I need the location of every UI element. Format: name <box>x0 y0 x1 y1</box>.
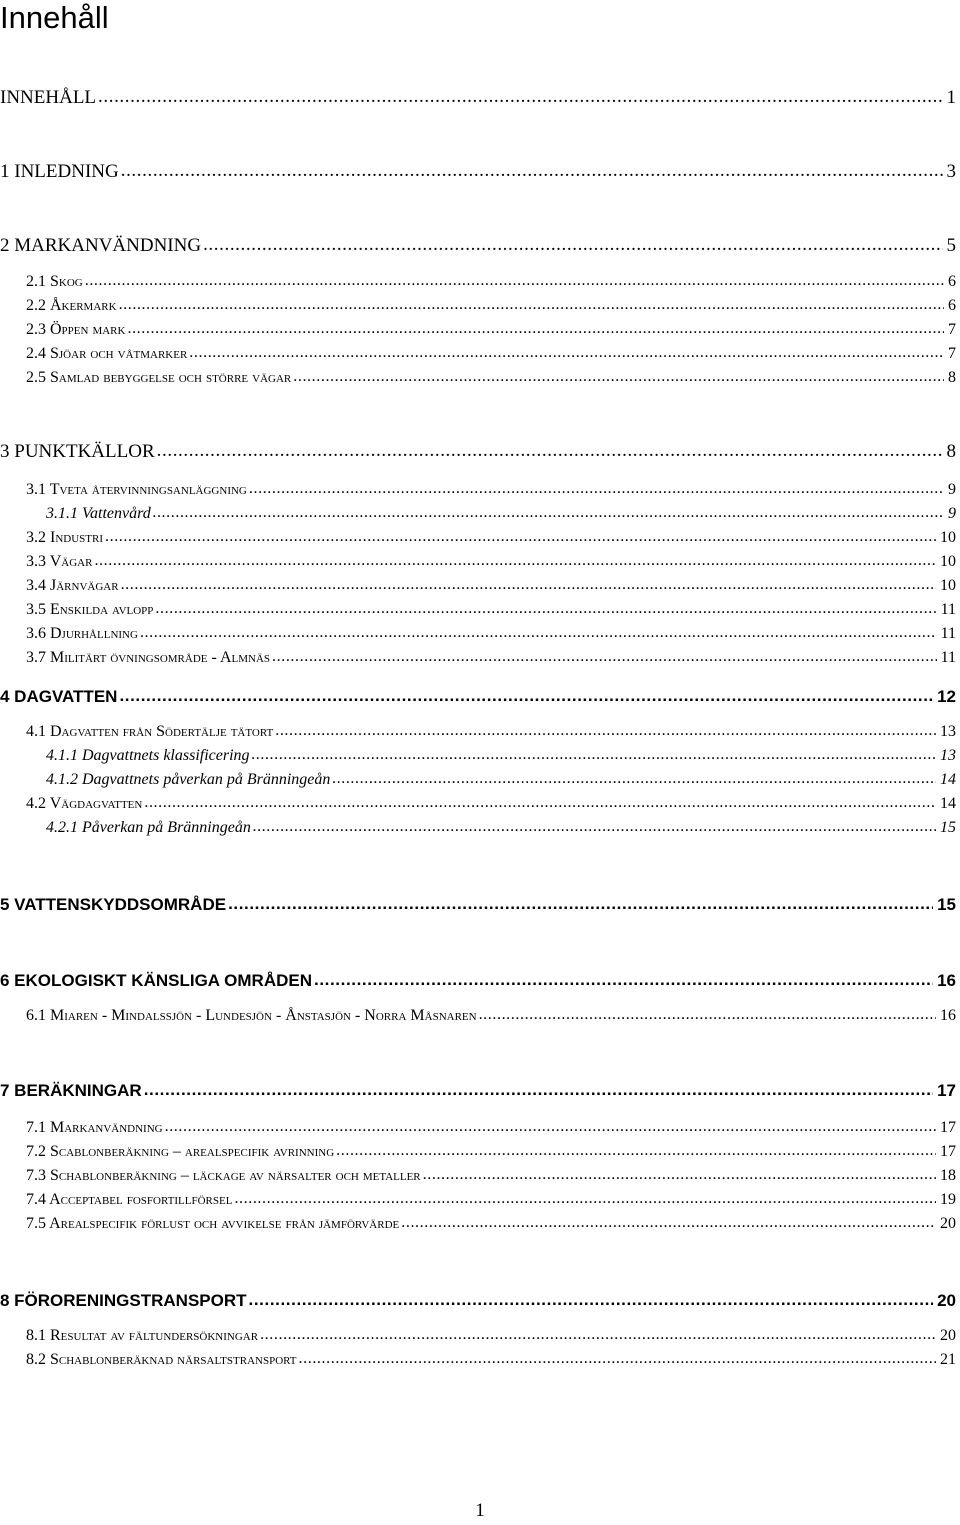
toc-leader <box>121 577 936 593</box>
toc-label: 4.1.1 Dagvattnets klassificering <box>46 747 250 764</box>
toc-leader <box>94 553 936 569</box>
toc-label: 3.1 Tveta återvinningsanläggning <box>26 481 247 498</box>
toc-label: 8 FÖRORENINGSTRANSPORT <box>0 1291 247 1310</box>
toc-entry-vattenskyddsomrade[interactable] <box>0 896 956 913</box>
toc-leader <box>144 795 936 811</box>
toc-entry-4-1[interactable] <box>26 724 956 740</box>
toc-page: 19 <box>940 1191 956 1208</box>
toc-leader <box>144 1081 933 1098</box>
toc-leader <box>119 687 933 704</box>
toc-entry-8-1[interactable] <box>26 1328 956 1344</box>
toc-entry-dagvatten[interactable] <box>0 688 956 705</box>
toc-page: 15 <box>940 819 956 836</box>
toc-label: 4.1 Dagvatten från Södertälje tätort <box>26 723 274 740</box>
toc-label: 3.1.1 Vattenvård <box>46 505 151 522</box>
toc-entry-2-4[interactable] <box>26 346 956 362</box>
toc-entry-fororeningstransport[interactable] <box>0 1292 956 1309</box>
toc-page: 5 <box>946 235 956 256</box>
toc-entry-4-2[interactable] <box>26 796 956 812</box>
toc-entry-ekologiskt[interactable] <box>0 972 956 989</box>
toc-label: 2.4 Sjöar och våtmarker <box>26 345 188 362</box>
toc-label: 3.7 Militärt övningsområde - Almnäs <box>26 649 271 666</box>
toc-entry-punktkallor[interactable] <box>0 442 956 461</box>
toc-leader <box>252 747 936 763</box>
toc-label: 2.5 Samlad bebyggelse och större vägar <box>26 369 292 386</box>
toc-leader <box>314 971 933 988</box>
toc-label: 2 MARKANVÄNDNING <box>0 235 202 256</box>
toc-label: 7.1 Markanvändning <box>26 1119 163 1136</box>
toc-entry-3-6[interactable] <box>26 626 956 642</box>
toc-page: 13 <box>940 723 956 740</box>
toc-leader <box>260 1327 936 1343</box>
toc-label: 4.2 Vägdagvatten <box>26 795 143 812</box>
toc-leader <box>401 1215 936 1231</box>
toc-entry-2-3[interactable] <box>26 322 956 338</box>
toc-entry-8-2[interactable] <box>26 1352 956 1368</box>
toc-label: 3.4 Järnvägar <box>26 577 119 594</box>
toc-label: 4 DAGVATTEN <box>0 687 118 706</box>
toc-leader <box>253 819 936 835</box>
toc-entry-inledning[interactable] <box>0 162 956 181</box>
toc-leader <box>105 529 936 545</box>
toc-entry-7-4[interactable] <box>26 1192 956 1208</box>
toc-page: 18 <box>940 1167 956 1184</box>
toc-label: 3.3 Vägar <box>26 553 93 570</box>
toc-label: 3.6 Djurhållning <box>26 625 138 642</box>
toc-leader <box>121 161 943 180</box>
toc-page: 11 <box>940 601 956 618</box>
toc-page: 3 <box>946 161 956 182</box>
toc-label: 8.1 Resultat av fältundersökningar <box>26 1327 259 1344</box>
toc-leader <box>479 1007 936 1023</box>
toc-page: 9 <box>948 481 956 498</box>
toc-page: 11 <box>940 625 956 642</box>
toc-page: 16 <box>937 971 956 990</box>
toc-entry-3-1-1[interactable] <box>46 506 956 522</box>
toc-entry-3-3[interactable] <box>26 554 956 570</box>
toc-label: 1 INLEDNING <box>0 161 119 182</box>
toc-leader <box>85 273 944 289</box>
toc-leader <box>272 649 937 665</box>
toc-leader <box>203 235 942 254</box>
toc-label: 2.1 Skog <box>26 273 83 290</box>
toc-page: 17 <box>940 1143 956 1160</box>
toc-label: 7.3 Schablonberäkning – läckage av närsalter och metaller <box>26 1167 421 1184</box>
toc-page: 17 <box>940 1119 956 1136</box>
toc-leader <box>293 369 944 385</box>
toc-page: 14 <box>940 771 956 788</box>
toc-leader <box>249 481 944 497</box>
toc-leader <box>119 297 944 313</box>
toc-label: 2.3 Öppen mark <box>26 321 126 338</box>
toc-leader <box>332 771 936 787</box>
toc-page: 8 <box>948 369 956 386</box>
toc-leader <box>336 1143 936 1159</box>
toc-entry-7-3[interactable] <box>26 1168 956 1184</box>
toc-entry-7-1[interactable] <box>26 1120 956 1136</box>
toc-leader <box>423 1167 936 1183</box>
toc-entry-7-5[interactable] <box>26 1216 956 1232</box>
toc-label: 3.2 Industri <box>26 529 103 546</box>
toc-entry-7-2[interactable] <box>26 1144 956 1160</box>
toc-page: 6 <box>948 273 956 290</box>
toc-label: 3 PUNKTKÄLLOR <box>0 441 155 462</box>
toc-page: 20 <box>940 1215 956 1232</box>
toc-page: 10 <box>940 577 956 594</box>
toc-entry-4-1-1[interactable] <box>46 748 956 764</box>
toc-entry-2-1[interactable] <box>26 274 956 290</box>
toc-label: 7 BERÄKNINGAR <box>0 1081 142 1100</box>
toc-leader <box>234 1191 936 1207</box>
toc-page: 8 <box>946 441 956 462</box>
toc-label: 4.2.1 Påverkan på Bränningeån <box>46 819 251 836</box>
toc-entry-3-4[interactable] <box>26 578 956 594</box>
toc-page: 20 <box>937 1291 956 1310</box>
toc-page: 7 <box>948 345 956 362</box>
toc-entry-3-5[interactable] <box>26 602 956 618</box>
toc-leader <box>127 321 944 337</box>
toc-page: 16 <box>940 1007 956 1024</box>
toc-entry-berakningar[interactable] <box>0 1082 956 1099</box>
toc-entry-3-1[interactable] <box>26 482 956 498</box>
toc-page: 10 <box>940 529 956 546</box>
toc-page: 10 <box>940 553 956 570</box>
toc-entry-3-2[interactable] <box>26 530 956 546</box>
toc-page: 9 <box>948 505 956 522</box>
toc-leader <box>155 601 936 617</box>
toc-label: 2.2 Åkermark <box>26 297 117 314</box>
page-heading: Innehåll <box>0 0 109 35</box>
toc-page: 21 <box>940 1351 956 1368</box>
toc-leader <box>165 1119 936 1135</box>
toc-page: 15 <box>937 895 956 914</box>
toc-page: 1 <box>946 87 956 108</box>
toc-label: 4.1.2 Dagvattnets påverkan på Bränningeån <box>46 771 331 788</box>
toc-leader <box>98 87 942 106</box>
toc-page: 6 <box>948 297 956 314</box>
toc-page: 14 <box>940 795 956 812</box>
toc-entry-4-2-1[interactable] <box>46 820 956 836</box>
toc-label: 8.2 Schablonberäknad närsaltstransport <box>26 1351 297 1368</box>
toc-entry-2-2[interactable] <box>26 298 956 314</box>
toc-leader <box>228 895 933 912</box>
toc-page: 20 <box>940 1327 956 1344</box>
toc-leader <box>275 723 936 739</box>
toc-page: 12 <box>937 687 956 706</box>
toc-label: 6.1 Miaren - Mindalssjön - Lundesjön - Ånstasjön - Norra Måsnaren <box>26 1007 477 1024</box>
toc-leader <box>157 441 943 460</box>
toc-page: 11 <box>940 649 956 666</box>
toc-leader <box>299 1351 936 1367</box>
page-number: 1 <box>475 1500 485 1521</box>
toc-label: 7.2 Scablonberäkning – arealspecifik avrinning <box>26 1143 335 1160</box>
toc-leader <box>189 345 944 361</box>
toc-entry-3-7[interactable] <box>26 650 956 666</box>
toc-page: 7 <box>948 321 956 338</box>
toc-label: 7.4 Acceptabel fosfortillförsel <box>26 1191 233 1208</box>
toc-leader <box>140 625 937 641</box>
toc-entry-innehall[interactable] <box>0 88 956 107</box>
toc-page: 17 <box>937 1081 956 1100</box>
toc-entry-2-5[interactable] <box>26 370 956 386</box>
toc-leader <box>249 1291 934 1308</box>
toc-label: 6 EKOLOGISKT KÄNSLIGA OMRÅDEN <box>0 971 312 990</box>
toc-entry-markanvandning[interactable] <box>0 236 956 255</box>
toc-label: INNEHÅLL <box>0 87 97 108</box>
toc-entry-6-1[interactable] <box>26 1008 956 1024</box>
toc-label: 5 VATTENSKYDDSOMRÅDE <box>0 895 227 914</box>
toc-leader <box>153 505 944 521</box>
toc-label: 3.5 Enskilda avlopp <box>26 601 154 618</box>
toc-entry-4-1-2[interactable] <box>46 772 956 788</box>
toc-label: 7.5 Arealspecifik förlust och avvikelse från jämförvärde <box>26 1215 400 1232</box>
toc-page: 13 <box>940 747 956 764</box>
